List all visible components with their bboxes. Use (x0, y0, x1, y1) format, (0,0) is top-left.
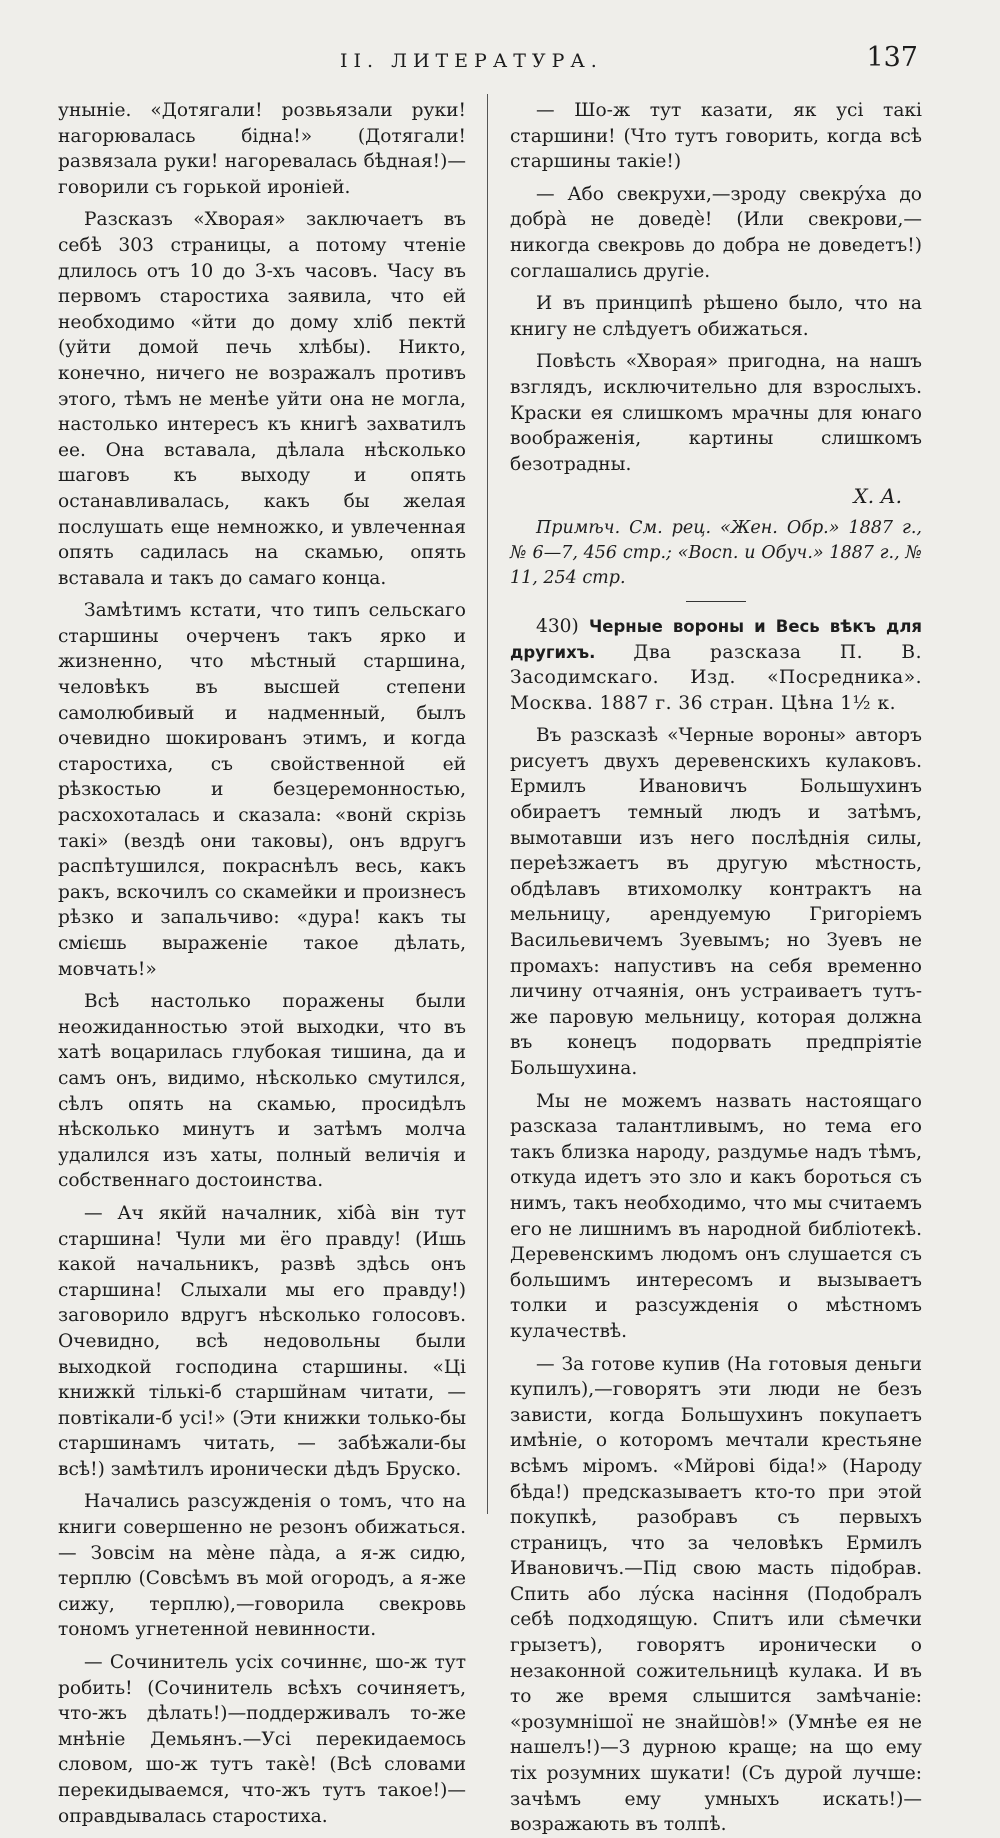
section-divider (686, 601, 746, 602)
paragraph: Замѣтимъ кстати, что типъ сельскаго старшины очерченъ такъ ярко и жизненно, что мѣстный старшина, человѣкъ въ высшей степени самолюбивый и надменный, былъ очевидно шокированъ этимъ, и когда старостиха, съ свойственной ей рѣзкостью и безцеремонностью, расхохоталась и сказала: «вонй скрізь такі» (вездѣ они таковы), онъ вдругъ распѣтушился, покраснѣлъ весь, какъ ракъ, вскочилъ со скамейки и произнесъ рѣзко и запальчиво: «дура! какъ ты смієшь выраженіе такое дѣлать, мовчать!» (58, 600, 466, 980)
paragraph: — Ач якйй началник, хібà він тут старшина! Чули ми ёго правду! (Ишь какой начальникъ, развѣ здѣсь онъ старшина! Слыхали мы его правду!) заговорило вдругъ нѣсколько голосовъ. Очевидно, всѣ недовольны были выходкой господина старшины. «Ці книжкй тількі-б старшйнам читати, — повтікали-б усі!» (Эти книжки только-бы старшинамъ читать, — забѣжали-бы всѣ!) замѣтилъ иронически дѣдъ Бруско. (58, 1202, 466, 1480)
entry-heading (510, 614, 922, 716)
author-signature: Х. А. (853, 484, 902, 509)
paragraph: — За готове купив (На готовыя деньги купилъ),—говорятъ эти люди не безъ зависти, когда Большухинъ покупаетъ имѣніе, о которомъ мечтали крестьяне всѣмъ міромъ. «Мйрові біда!» (Народу бѣда!) предсказываетъ кто-то при этой покупкѣ, разобравъ съ первыхъ страницъ, что за человѣкъ Ермилъ Ивановичъ.—Під свою масть підобрав. Спить або лýска насіння (Подобралъ себѣ подходящую. Спитъ или сѣмечки грызетъ), говорятъ иронически о незаконной сожительницѣ кулака. И въ то же время слышится замѣчаніе: «розумнішої не знайшòв!» (Умнѣе ея не нашелъ!)—З дурною краще; на що ему тіх розумних шукати! (Съ дурой лучше: зачѣмъ ему умныхъ искать!)—возражають въ толпѣ. (510, 1353, 922, 1836)
right-column (510, 98, 923, 1836)
paragraph: Разсказъ «Хворая» заключаетъ въ себѣ 303 страницы, а потому чтеніе длилось отъ 10 до 3-хъ часовъ. Часу въ первомъ старостиха заявила, что ей необходимо «йти до дому хліб пектй (уйти домой печь хлѣбы). Никто, конечно, ничего не возражалъ противъ этого, тѣмъ не менѣе уйти она не могла, настолько интересъ къ книгѣ захватилъ ее. Она вставала, дѣлала нѣсколько шаговъ къ выходу и опять останавливалась, какъ бы желая послушать еще немножко, и увлеченная опять садилась на скамью, опять вставала и такъ до самаго конца. (58, 209, 466, 589)
paragraph: Въ разсказѣ «Черные вороны» авторъ рисуетъ двухъ деревенскихъ кулаковъ. Ермилъ Ивановичъ Большухинъ обираетъ темный людъ и затѣмъ, вымотавши изъ него послѣднія силы, переѣзжаетъ въ другую мѣстность, обдѣлавъ втихомолку контрактъ на мельницу, арендуемую Григоріемъ Васильевичемъ Зуевымъ; но Зуевъ не промахъ: напустивъ на себя временно личину отчаянія, онъ устраиваетъ тутъ-же паровую мельницу, которая должна въ конецъ подорвать предпріятіе Большухина. (510, 725, 922, 1079)
entry-details: Два разсказа П. В. Засодимскаго. Изд. «Посредника». Москва. 1887 г. 36 стран. Цѣна 1½ к. (510, 641, 923, 714)
paragraph: уныніе. «Дотягали! розвьязали руки! нагорювалась бідна!» (Дотягали! развязала руки! нагоревалась бѣдная!)—говорили съ горькой ироніей. (58, 100, 466, 198)
entry-title: Черные вороны и Весь вѣкъ для другихъ. (510, 616, 922, 662)
paragraph: Всѣ настолько поражены были неожиданностью этой выходки, что въ хатѣ воцарилась глубокая тишина, да и самъ онъ, видимо, нѣсколько смутился, сѣлъ опять на скамью, просидѣлъ нѣсколько минутъ и затѣмъ молча удалился изъ хаты, полный величія и собственнаго достоинства. (58, 991, 466, 1192)
paragraph: И въ принципѣ рѣшено было, что на книгу не слѣдуетъ обижаться. (510, 293, 922, 340)
paragraph: — Або свекрухи,—зроду свекрýха до добрà не доведè! (Или свекрови,—никогда свекровь до добра не доведетъ!) соглашались другіе. (510, 183, 922, 282)
paragraph: Мы не можемъ назвать настоящаго разсказа талантливымъ, но тема его такъ близка народу, раздумье надъ тѣмъ, откуда идетъ это зло и какъ бороться съ нимъ, такъ необходимо, что мы считаемъ его не лишнимъ въ народной библіотекѣ. Деревенскимъ людомъ онъ слушается съ большимъ интересомъ и вызываетъ толки и разсужденія о мѣстномъ кулачествѣ. (510, 1090, 922, 1342)
left-column (58, 98, 466, 1827)
column-divider (487, 94, 488, 1514)
paragraph: Начались разсужденія о томъ, что на книги совершенно не резонъ обижаться. — Зовсім на мèне пàда, а я-ж сидю, терплю (Совсѣмъ въ мой огородъ, а я-же сижу, терплю),—говорила свекровь тономъ угнетенной невинности. (58, 1491, 466, 1641)
page-header (0, 38, 1000, 78)
paragraph: — Сочинитель усіх сочиннє, шо-ж тут робить! (Сочинитель всѣхъ сочиняетъ, что-жъ дѣлать!)—поддерживалъ то-же мнѣніе Демьянъ.—Усі перекидаемось словом, шо-ж тутъ такè! (Всѣ словами перекидываемся, что-жъ тутъ такое!)—оправдывалась старостиха. (58, 1652, 466, 1827)
paragraph: — Шо-ж тут казати, як усі такі старшини! (Что тутъ говорить, когда всѣ старшины такіе!) (510, 100, 922, 173)
running-head: II. ЛИТЕРАТУРА. (340, 50, 603, 72)
page-number: 137 (866, 42, 918, 73)
paragraph: Повѣсть «Хворая» пригодна, на нашъ взглядъ, исключительно для взрослыхъ. Краски ея слишкомъ мрачны для юнаго воображенія, картины слишкомъ безотрадны. (510, 351, 922, 475)
footnote: Примѣч. См. рец. «Жен. Обр.» 1887 г., № 6—7, 456 стр.; «Восп. и Обуч.» 1887 г., № 11, 254 стр. (510, 517, 922, 588)
entry-number: 430) (536, 615, 579, 637)
